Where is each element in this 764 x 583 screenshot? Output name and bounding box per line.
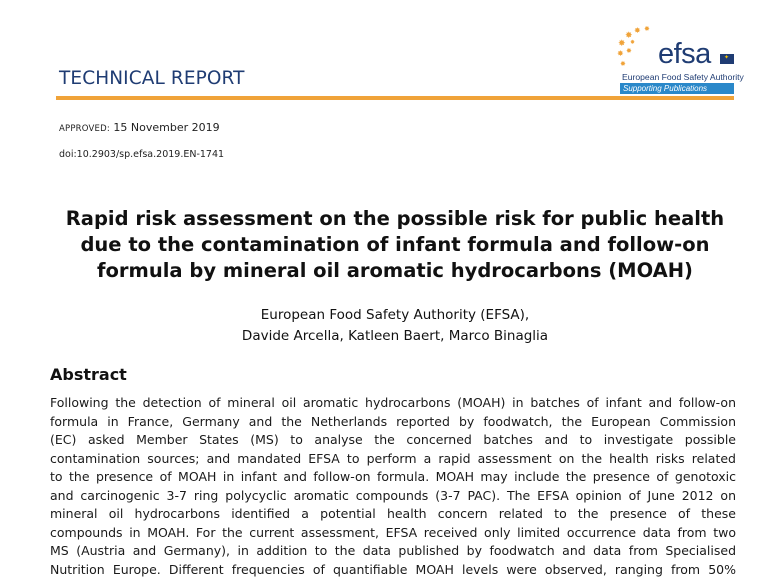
- authors-block: [40, 305, 750, 347]
- abstract-line: Nutrition Europe. Different frequencies of quantifiable MOAH levels were observed, ranging from 50%: [50, 561, 736, 577]
- abstract-line: (EC) asked Member States (MS) to analyse the concerned batches and to investigate possible: [50, 432, 736, 447]
- title-line: due to the contamination of infant formula and follow-on: [80, 233, 710, 256]
- abstract-line: and carcinogenic 3-7 ring polycyclic aromatic compounds (3-7 PAC). The EFSA opinion of June 2012 on: [50, 487, 736, 503]
- logo-band: [620, 83, 734, 94]
- abstract-line: MS (Austria and Germany), in addition to the data published by foodwatch and data from Specialised: [50, 543, 736, 558]
- svg-text:✸: ✸: [620, 60, 626, 68]
- title-line: formula by mineral oil aromatic hydrocarbons (MOAH): [97, 259, 693, 282]
- logo-organisation-name: European Food Safety Authority: [622, 72, 744, 82]
- approved-label: APPROVED:: [59, 124, 110, 134]
- svg-text:✸: ✸: [630, 39, 636, 46]
- header-divider: [56, 96, 734, 100]
- abstract-line: contamination sources; and mandated EFSA to perform a rapid assessment on the health risks related: [50, 450, 736, 466]
- svg-text:✸: ✸: [626, 47, 632, 55]
- approved-line: [59, 121, 220, 134]
- svg-text:✸: ✸: [618, 39, 626, 49]
- abstract-heading: Abstract: [50, 365, 127, 384]
- abstract-line: to the presence of MOAH in infant and follow-on formula. MOAH may include the presence of genotoxic: [50, 469, 736, 484]
- report-type-heading: TECHNICAL REPORT: [59, 68, 245, 89]
- efsa-logo: [616, 26, 744, 96]
- abstract-line: compounds in MOAH. For the current assessment, EFSA received only limited occurrence data from two: [50, 524, 736, 540]
- svg-text:✸: ✸: [617, 49, 624, 58]
- svg-text:✸: ✸: [625, 31, 633, 41]
- abstract-line: formula in France, Germany and the Netherlands reported by foodwatch, the European Commission: [50, 413, 736, 429]
- eu-flag-icon: ✦: [720, 54, 734, 64]
- approved-date: 15 November 2019: [113, 121, 220, 134]
- document-title: [40, 206, 750, 284]
- logo-wordmark: efsa: [658, 38, 711, 70]
- authors-line: Davide Arcella, Katleen Baert, Marco Binaglia: [241, 328, 549, 344]
- authors-line: European Food Safety Authority (EFSA),: [260, 307, 530, 323]
- svg-text:✸: ✸: [644, 26, 650, 33]
- doi-link[interactable]: doi:10.2903/sp.efsa.2019.EN-1741: [59, 149, 225, 160]
- abstract-line: mineral oil hydrocarbons identified a potential health concern related to the presence of these: [50, 506, 736, 521]
- abstract-body: [50, 394, 736, 579]
- logo-band-text: Supporting Publications: [623, 84, 708, 93]
- title-line: Rapid risk assessment on the possible risk for public health: [65, 207, 725, 230]
- svg-text:✸: ✸: [634, 26, 641, 35]
- abstract-line: Following the detection of mineral oil aromatic hydrocarbons (MOAH) in batches of infant and follow-on: [50, 395, 736, 410]
